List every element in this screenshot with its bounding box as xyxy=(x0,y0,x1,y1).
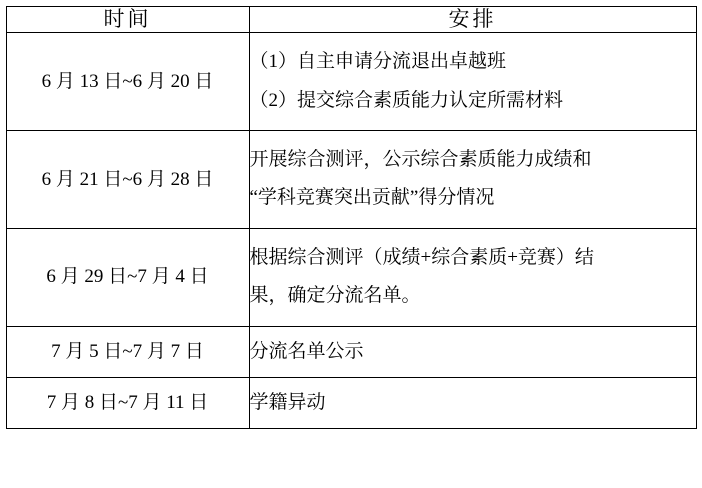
table-header xyxy=(6,7,696,33)
cell-time: 7 月 5 日~7 月 7 日 xyxy=(6,326,249,377)
arrangement-line: （2）提交综合素质能力认定所需材料 xyxy=(249,89,564,111)
column-header-time: 时间 xyxy=(6,7,249,33)
cell-arrangement xyxy=(249,33,696,131)
arrangement-line: 学籍异动 xyxy=(249,391,326,413)
cell-time: 6 月 29 日~7 月 4 日 xyxy=(6,228,249,326)
schedule-table xyxy=(6,6,697,429)
cell-arrangement xyxy=(249,326,696,377)
cell-arrangement xyxy=(249,377,696,428)
column-header-arrangement: 安排 xyxy=(249,7,696,33)
arrangement-line: （1）自主申请分流退出卓越班 xyxy=(249,51,507,73)
arrangement-line: “学科竞赛突出贡献”得分情况 xyxy=(249,187,495,209)
cell-arrangement xyxy=(249,130,696,228)
table-row xyxy=(6,33,696,131)
table-header-row xyxy=(6,7,696,33)
arrangement-line: 果，确定分流名单。 xyxy=(249,285,421,307)
table-row xyxy=(6,130,696,228)
cell-time: 6 月 21 日~6 月 28 日 xyxy=(6,130,249,228)
arrangement-line: 开展综合测评，公示综合素质能力成绩和 xyxy=(249,148,592,170)
table-row xyxy=(6,228,696,326)
arrangement-line: 分流名单公示 xyxy=(249,340,364,362)
arrangement-line: 根据综合测评（成绩+综合素质+竞赛）结 xyxy=(249,246,594,268)
table-row xyxy=(6,377,696,428)
cell-arrangement xyxy=(249,228,696,326)
cell-time: 7 月 8 日~7 月 11 日 xyxy=(6,377,249,428)
cell-time: 6 月 13 日~6 月 20 日 xyxy=(6,33,249,131)
table-body xyxy=(6,33,696,429)
table-row xyxy=(6,326,696,377)
